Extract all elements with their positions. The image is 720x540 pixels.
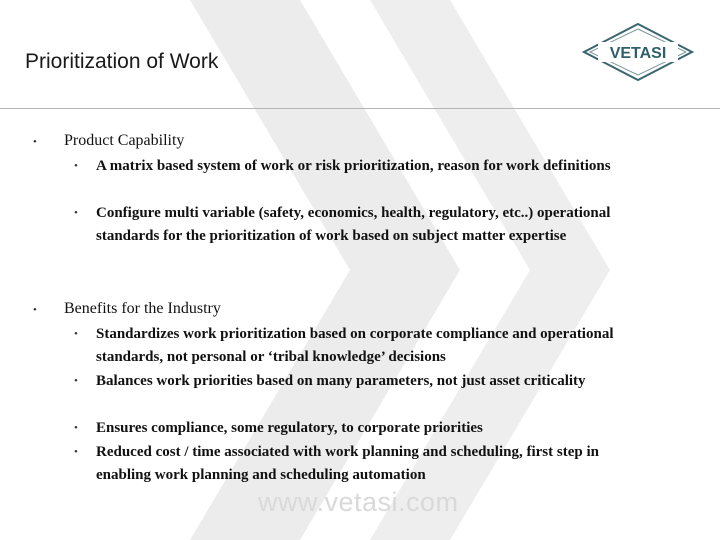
watermark-url: www.vetasi.com <box>258 487 459 517</box>
list-item: Balances work priorities based on many parameters, not just asset criticality <box>96 373 586 389</box>
bullet-icon: • <box>74 422 78 434</box>
bullet-icon: • <box>33 136 37 148</box>
section-heading: Benefits for the Industry <box>64 300 221 317</box>
list-item: A matrix based system of work or risk prioritization, reason for work definitions <box>96 158 611 174</box>
list-item: Ensures compliance, some regulatory, to corporate priorities <box>96 420 483 436</box>
section-heading: Product Capability <box>64 132 185 149</box>
logo-text: VETASI <box>609 45 667 62</box>
bullet-icon: • <box>74 207 78 219</box>
bullet-icon: • <box>74 328 78 340</box>
list-item: Reduced cost / time associated with work planning and scheduling, first step in enabling work planning and scheduling automation <box>96 444 599 483</box>
page-title: Prioritization of Work <box>25 50 219 73</box>
bullet-icon: • <box>74 446 78 458</box>
bullet-icon: • <box>74 375 78 387</box>
list-item: Standardizes work prioritization based on corporate compliance and operational standards, not personal or ‘tribal knowledge’ decisions <box>96 326 614 365</box>
bullet-icon: • <box>33 304 37 316</box>
bullet-icon: • <box>74 160 78 172</box>
list-item: Configure multi variable (safety, economics, health, regulatory, etc..) operational standards for the prioritization of work based on subject matter expertise <box>96 205 611 244</box>
